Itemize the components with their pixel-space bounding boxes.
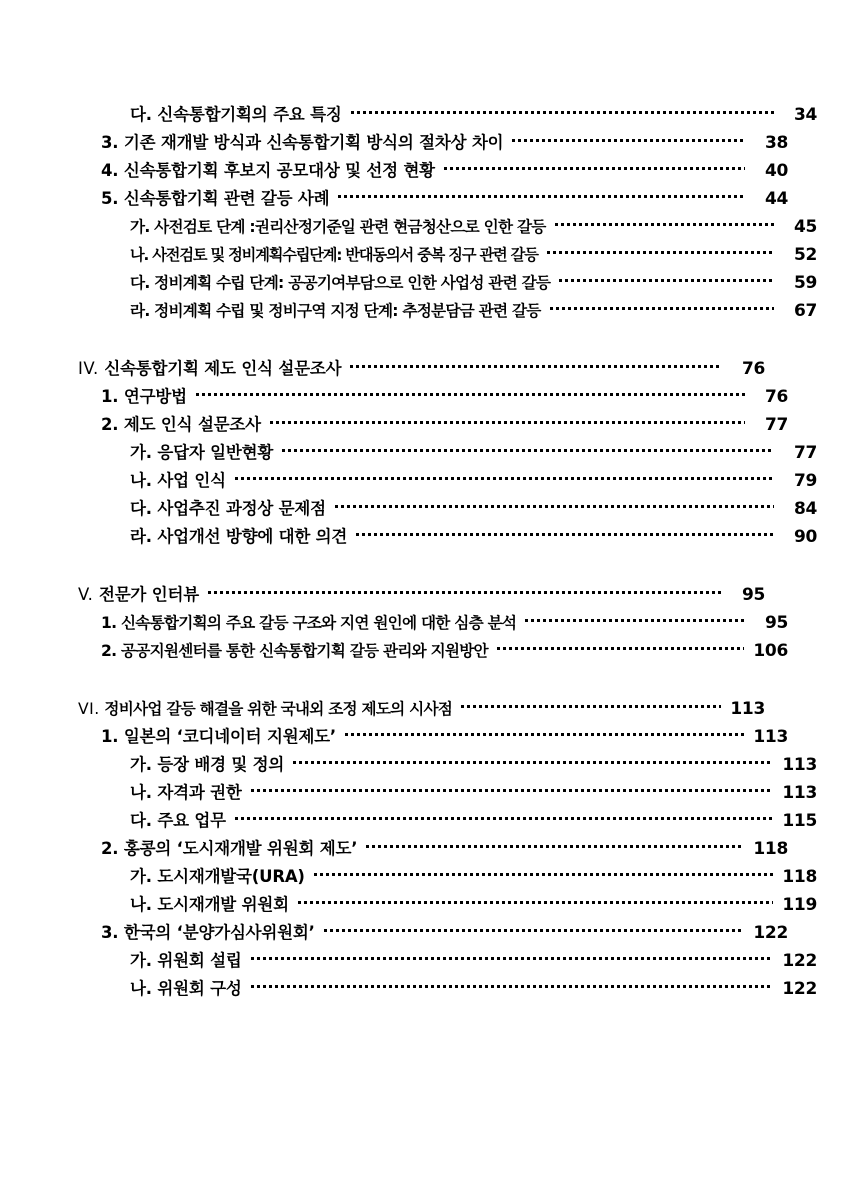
- toc-page-number: 76: [764, 387, 788, 407]
- toc-page-number: 45: [793, 217, 817, 237]
- leader-dots: [559, 272, 774, 288]
- leader-dots: [497, 640, 745, 656]
- toc-entry[interactable]: [78, 584, 765, 612]
- leader-dots: [314, 866, 774, 882]
- toc-entry-label: 나. 도시재개발 위원회: [130, 895, 289, 914]
- leader-dots: [366, 838, 744, 854]
- toc-entry[interactable]: [78, 160, 788, 188]
- toc-entry[interactable]: [78, 782, 817, 810]
- toc-entry-label: 라. 정비계획 수립 및 정비구역 지정 단계: 추정분담금 관련 갈등: [130, 302, 541, 320]
- toc-entry-label: 나. 위원회 구성: [130, 979, 242, 998]
- toc-entry-label: 3. 한국의 ‘분양가심사위원회’: [101, 923, 315, 942]
- toc-entry-roman-numeral: IV.: [78, 359, 99, 378]
- leader-dots: [444, 160, 745, 176]
- toc-entry-label: 다. 사업추진 과정상 문제점: [130, 499, 326, 518]
- toc-page-number: 76: [741, 359, 765, 379]
- toc-entry[interactable]: [78, 386, 788, 414]
- toc-entry-label: [78, 587, 208, 604]
- toc-page-number: 79: [793, 471, 817, 491]
- toc-page-number: 40: [764, 161, 788, 181]
- leader-dots: [550, 300, 774, 316]
- toc-entry-label: 1. 연구방법: [101, 387, 187, 406]
- leader-dots: [324, 922, 745, 938]
- toc-page-number: 113: [782, 755, 817, 775]
- toc-page-number: 113: [753, 727, 788, 747]
- toc-entry-label: [78, 361, 350, 378]
- toc-entry-label: 나. 사업 인식: [130, 471, 226, 490]
- toc-page-number: 115: [782, 811, 817, 831]
- leader-dots: [547, 244, 774, 260]
- toc-entry-roman-numeral: V.: [78, 585, 94, 604]
- toc-page-number: 77: [793, 443, 817, 463]
- leader-dots: [338, 188, 745, 204]
- toc-entry-title: 전문가 인터뷰: [98, 585, 199, 604]
- toc-entry[interactable]: [78, 300, 817, 328]
- leader-dots: [251, 782, 774, 798]
- toc-entry[interactable]: [78, 866, 817, 894]
- toc-entry-label: [78, 702, 461, 718]
- leader-dots: [512, 132, 745, 148]
- toc-entry-label: 3. 기존 재개발 방식과 신속통합기획 방식의 절차상 차이: [101, 133, 504, 152]
- toc-entry[interactable]: [78, 414, 788, 442]
- toc-page-number: 44: [764, 189, 788, 209]
- toc-entry-label: 2. 제도 인식 설문조사: [101, 415, 261, 434]
- leader-dots: [461, 698, 721, 714]
- toc-entry[interactable]: [78, 470, 817, 498]
- toc-entry[interactable]: [78, 104, 817, 132]
- toc-page-number: 122: [782, 951, 817, 971]
- toc-page-number: 77: [764, 415, 788, 435]
- leader-dots: [298, 894, 774, 910]
- toc-entry-label: 가. 사전검토 단계 :권리산정기준일 관련 현금청산으로 인한 갈등: [130, 218, 546, 236]
- toc-entry[interactable]: [78, 132, 788, 160]
- toc-entry[interactable]: [78, 950, 817, 978]
- leader-dots: [235, 470, 774, 486]
- toc-page-number: 84: [793, 499, 817, 519]
- toc-entry[interactable]: [78, 358, 765, 386]
- toc-entry-title: 정비사업 갈등 해결을 위한 국내외 조정 제도의 시사점: [104, 700, 453, 718]
- leader-dots: [235, 810, 774, 826]
- toc-entry[interactable]: [78, 188, 788, 216]
- toc-page-number: 59: [793, 273, 817, 293]
- leader-dots: [251, 978, 774, 994]
- toc-entry-label: 다. 정비계획 수립 단계: 공공기여부담으로 인한 사업성 관련 갈등: [130, 274, 551, 292]
- toc-page-number: 95: [764, 613, 788, 633]
- toc-page-number: 38: [764, 133, 788, 153]
- leader-dots: [251, 950, 774, 966]
- toc-page-number: 34: [793, 105, 817, 125]
- toc-entry-label: 라. 사업개선 방향에 대한 의견: [130, 527, 348, 546]
- toc-page-number: 118: [753, 839, 788, 859]
- toc-entry-label: 다. 주요 업무: [130, 811, 226, 830]
- toc-entry[interactable]: [78, 526, 817, 554]
- toc-entry[interactable]: [78, 442, 817, 470]
- toc-entry[interactable]: [78, 838, 788, 866]
- toc-page-number: 122: [782, 979, 817, 999]
- leader-dots: [208, 584, 722, 600]
- toc-page-number: 67: [793, 301, 817, 321]
- toc-entry[interactable]: [78, 244, 817, 272]
- leader-dots: [270, 414, 745, 430]
- leader-dots: [196, 386, 745, 402]
- toc-entry[interactable]: [78, 894, 817, 922]
- toc-entry[interactable]: [78, 272, 817, 300]
- toc-page-number: 90: [793, 527, 817, 547]
- toc-page-number: 119: [782, 895, 817, 915]
- leader-dots: [335, 498, 774, 514]
- toc-entry-roman-numeral: VI.: [78, 700, 100, 718]
- leader-dots: [356, 526, 774, 542]
- toc-page-number: 113: [730, 699, 765, 719]
- toc-list: [78, 104, 817, 1006]
- toc-entry[interactable]: [78, 922, 788, 950]
- toc-entry-label: 5. 신속통합기획 관련 갈등 사례: [101, 189, 330, 208]
- toc-entry-label: 1. 일본의 ‘코디네이터 지원제도’: [101, 727, 336, 746]
- toc-entry-label: 4. 신속통합기획 후보지 공모대상 및 선정 현황: [101, 161, 435, 180]
- toc-entry-label: 2. 공공지원센터를 통한 신속통합기획 갈등 관리와 지원방안: [101, 642, 488, 660]
- toc-entry[interactable]: [78, 726, 788, 754]
- toc-entry-label: 가. 위원회 설립: [130, 951, 242, 970]
- leader-dots: [282, 442, 774, 458]
- toc-entry[interactable]: [78, 754, 817, 782]
- leader-dots: [345, 726, 744, 742]
- leader-dots: [293, 754, 773, 770]
- toc-page-number: 113: [782, 783, 817, 803]
- toc-page-number: 106: [753, 641, 788, 661]
- leader-dots: [525, 612, 745, 628]
- toc-entry-label: 가. 응답자 일반현황: [130, 443, 274, 462]
- toc-entry-title: 신속통합기획 제도 인식 설문조사: [104, 359, 342, 378]
- toc-entry[interactable]: [78, 698, 765, 726]
- toc-entry[interactable]: [78, 978, 817, 1006]
- toc-entry-label: 가. 등장 배경 및 정의: [130, 755, 285, 774]
- toc-entry[interactable]: [78, 216, 817, 244]
- toc-entry[interactable]: [78, 612, 788, 640]
- toc-entry-label: 나. 사전검토 및 정비계획수립단계: 반대동의서 중복 징구 관련 갈등: [130, 246, 538, 264]
- toc-entry-label: 2. 홍콩의 ‘도시재개발 위원회 제도’: [101, 839, 358, 858]
- toc-entry[interactable]: [78, 810, 817, 838]
- leader-dots: [555, 216, 774, 232]
- toc-entry[interactable]: [78, 640, 788, 668]
- toc-entry-label: 1. 신속통합기획의 주요 갈등 구조와 지연 원인에 대한 심층 분석: [101, 614, 517, 632]
- toc-entry-label: 가. 도시재개발국(URA): [130, 867, 305, 886]
- toc-page-number: 122: [753, 923, 788, 943]
- toc-page-number: 95: [741, 585, 765, 605]
- toc-page-number: 52: [793, 245, 817, 265]
- toc-entry-label: 다. 신속통합기획의 주요 특징: [130, 105, 342, 124]
- toc-entry-label: 나. 자격과 권한: [130, 783, 242, 802]
- leader-dots: [351, 104, 774, 120]
- toc-entry[interactable]: [78, 498, 817, 526]
- leader-dots: [350, 358, 722, 374]
- toc-page-number: 118: [782, 867, 817, 887]
